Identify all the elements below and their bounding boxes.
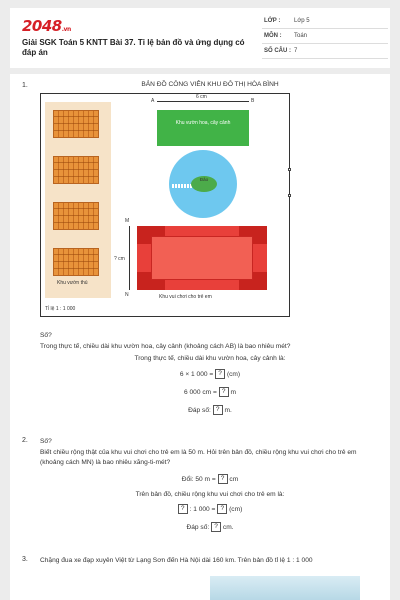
zoo-label: Khu vườn thú xyxy=(57,280,88,286)
ab-dimension-line xyxy=(157,101,249,102)
solution-line xyxy=(40,504,380,514)
logo-text: 2048 xyxy=(22,17,62,35)
meta-key: MÔN : xyxy=(264,33,282,39)
solution-intro: Trên bản đồ, chiều rộng khu vui chơi cho trẻ em là: xyxy=(135,491,285,498)
answer-blank[interactable]: ? xyxy=(215,369,225,379)
zoo-enclosure xyxy=(53,156,99,184)
equation-left: Đổi: 50 m = xyxy=(181,475,216,483)
ab-length-label: 6 cm xyxy=(196,94,207,100)
question-list xyxy=(10,74,390,600)
equation-left: 6 000 cm = xyxy=(184,388,217,396)
meta-key: LỚP : xyxy=(264,18,281,24)
point-a: A xyxy=(151,98,155,104)
playground xyxy=(137,226,267,290)
question-number: 2. xyxy=(22,437,28,444)
point-b: B xyxy=(251,98,255,104)
answer-line xyxy=(40,522,380,532)
flower-garden xyxy=(157,110,249,146)
point-m: M xyxy=(125,218,130,224)
answer-label: Đáp số: xyxy=(188,406,211,414)
meta-class xyxy=(262,15,388,29)
answer-blank[interactable]: ? xyxy=(213,405,223,415)
mn-length-label: ? cm xyxy=(114,256,125,262)
question-text: Trong thực tế, chiều dài khu vườn hoa, cây cảnh (khoảng cách AB) là bao nhiêu mét? xyxy=(40,343,291,350)
question-number: 3. xyxy=(22,556,28,563)
question-text: Biết chiều rộng thật của khu vui chơi cho trẻ em là 50 m. Hỏi trên bản đồ, chiều rộng khu vui chơi cho trẻ em (khoảng cách MN) là bao nhiêu xăng-ti-mét? xyxy=(40,449,357,466)
equation-left: 6 × 1 000 = xyxy=(179,370,214,378)
resize-handle[interactable] xyxy=(288,194,291,197)
park-map-image xyxy=(40,93,290,317)
meta-value: Lớp 5 xyxy=(294,18,310,24)
solution-line xyxy=(40,474,380,484)
answer-blank[interactable]: ? xyxy=(217,504,227,514)
answer-line xyxy=(40,405,380,415)
answer-blank[interactable]: ? xyxy=(178,504,188,514)
page-title: Giải SGK Toán 5 KNTT Bài 37. Tỉ lệ bản đồ và ứng dụng có đáp án xyxy=(22,38,245,57)
solution-intro: Trong thực tế, chiều dài khu vườn hoa, cây cảnh là: xyxy=(134,355,286,362)
equation-unit: m xyxy=(230,388,236,396)
garden-label: Khu vườn hoa, cây cảnh xyxy=(175,120,231,126)
meta-value: 7 xyxy=(294,48,298,54)
meta-count xyxy=(262,45,388,59)
logo-suffix: .vn xyxy=(61,26,71,33)
equation-unit: (cm) xyxy=(226,370,241,378)
question-number: 1. xyxy=(22,82,28,89)
meta-key: SỐ CÂU : xyxy=(264,48,291,54)
answer-label: Đáp số: xyxy=(186,523,210,531)
answer-unit: m. xyxy=(224,406,232,414)
answer-blank[interactable]: ? xyxy=(219,387,229,397)
meta-subject xyxy=(262,30,388,44)
solution-line xyxy=(40,369,380,379)
question-text: Chặng đua xe đạp xuyên Việt từ Lạng Sơn đến Hà Nội dài 160 km. Trên bản đồ tỉ lệ 1 : 1 000 xyxy=(40,557,313,564)
island xyxy=(191,176,217,192)
site-logo[interactable] xyxy=(22,17,71,35)
playground-label: Khu vui chơi cho trẻ em xyxy=(159,294,212,300)
zoo-enclosure xyxy=(53,202,99,230)
map-title: BẢN ĐỒ CÔNG VIÊN KHU ĐÔ THỊ HÒA BÌNH xyxy=(141,81,279,88)
prompt-text: Số? xyxy=(40,438,52,445)
solution-line xyxy=(40,387,380,397)
mn-dimension-line xyxy=(129,226,130,290)
island-label: Đảo xyxy=(199,177,209,182)
answer-blank[interactable]: ? xyxy=(211,522,221,532)
zoo-enclosure xyxy=(53,110,99,138)
prompt-text: Số? xyxy=(40,332,52,339)
equation-unit: (cm) xyxy=(229,505,243,513)
resize-handle[interactable] xyxy=(288,168,291,171)
page-header xyxy=(10,8,390,68)
equation-mid: : 1 000 = xyxy=(189,505,216,513)
answer-unit: cm. xyxy=(222,523,234,531)
answer-blank[interactable]: ? xyxy=(218,474,228,484)
playground-roof xyxy=(151,236,253,280)
equation-unit: cm xyxy=(229,475,239,483)
question-image xyxy=(210,576,360,600)
zoo-enclosure xyxy=(53,248,99,276)
point-n: N xyxy=(125,292,129,298)
meta-value: Toán xyxy=(294,33,308,39)
map-scale: Tỉ lệ 1 : 1 000 xyxy=(45,306,76,312)
